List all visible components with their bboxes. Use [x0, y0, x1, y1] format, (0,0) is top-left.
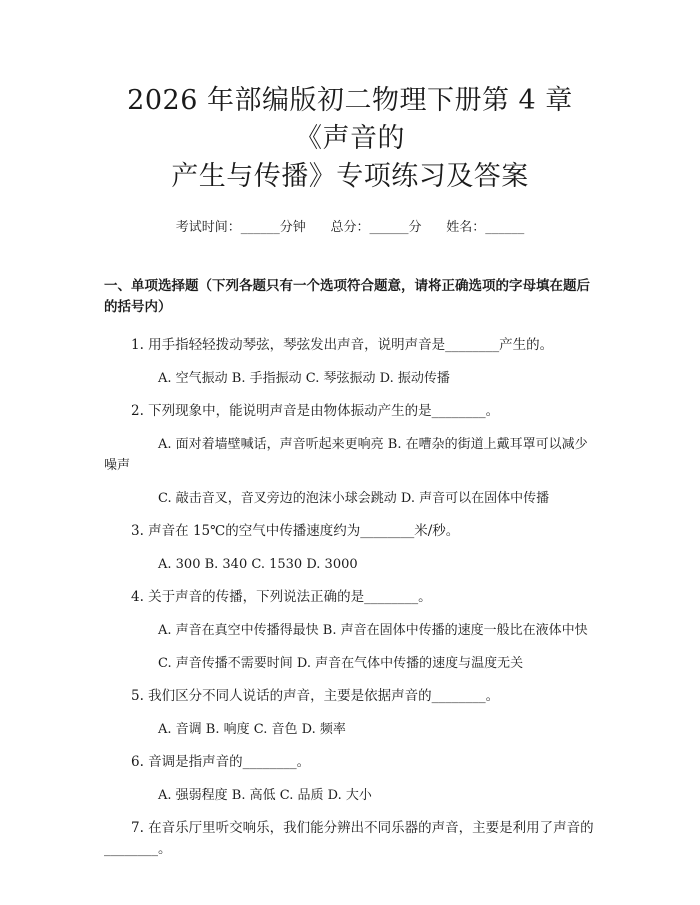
question-stem: 4. 关于声音的传播，下列说法正确的是________。	[131, 589, 432, 605]
question-options: A. 300 B. 340 C. 1530 D. 3000	[158, 557, 358, 572]
title-line-2: 产生与传播》专项练习及答案	[171, 161, 529, 192]
question-options: C. 声音传播不需要时间 D. 声音在气体中传播的速度与温度无关	[158, 656, 524, 671]
question-list	[104, 335, 596, 860]
question-stem: 6. 音调是指声音的________。	[131, 754, 311, 770]
question-item	[104, 335, 596, 389]
question-options: C. 敲击音叉，音叉旁边的泡沫小球会跳动 D. 声音可以在固体中传播	[158, 491, 550, 506]
title-line-1: 2026 年部编版初二物理下册第 4 章《声音的	[127, 85, 573, 154]
question-options: A. 空气振动 B. 手指振动 C. 琴弦振动 D. 振动传播	[158, 371, 450, 386]
question-stem: 7. 在音乐厅里听交响乐，我们能分辨出不同乐器的声音，主要是利用了声音的________。	[104, 820, 594, 857]
question-item	[104, 401, 596, 509]
question-stem: 2. 下列现象中，能说明声音是由物体振动产生的是________。	[131, 403, 500, 419]
question-item	[104, 818, 596, 860]
question-stem: 1. 用手指轻轻拨动琴弦，琴弦发出声音，说明声音是________产生的。	[131, 337, 554, 353]
question-options: A. 声音在真空中传播得最快 B. 声音在固体中传播的速度一般比在液体中快	[158, 623, 588, 638]
question-item	[104, 686, 596, 740]
question-item	[104, 521, 596, 575]
section-heading: 一、单项选择题（下列各题只有一个选项符合题意，请将正确选项的字母填在题后的括号内）	[104, 278, 590, 315]
exam-info-line: 考试时间：______分钟 总分：______分 姓名：______	[175, 220, 525, 235]
question-item	[104, 752, 596, 806]
question-stem: 5. 我们区分不同人说话的声音，主要是依据声音的________。	[131, 688, 500, 704]
question-stem: 3. 声音在 15℃的空气中传播速度约为________米/秒。	[131, 523, 460, 539]
question-item	[104, 587, 596, 674]
question-options: A. 强弱程度 B. 高低 C. 品质 D. 大小	[158, 788, 372, 803]
question-options: A. 音调 B. 响度 C. 音色 D. 频率	[158, 722, 346, 737]
question-options: A. 面对着墙壁喊话，声音听起来更响亮 B. 在嘈杂的街道上戴耳罩可以减少噪声	[104, 437, 588, 473]
document-title	[104, 0, 596, 196]
